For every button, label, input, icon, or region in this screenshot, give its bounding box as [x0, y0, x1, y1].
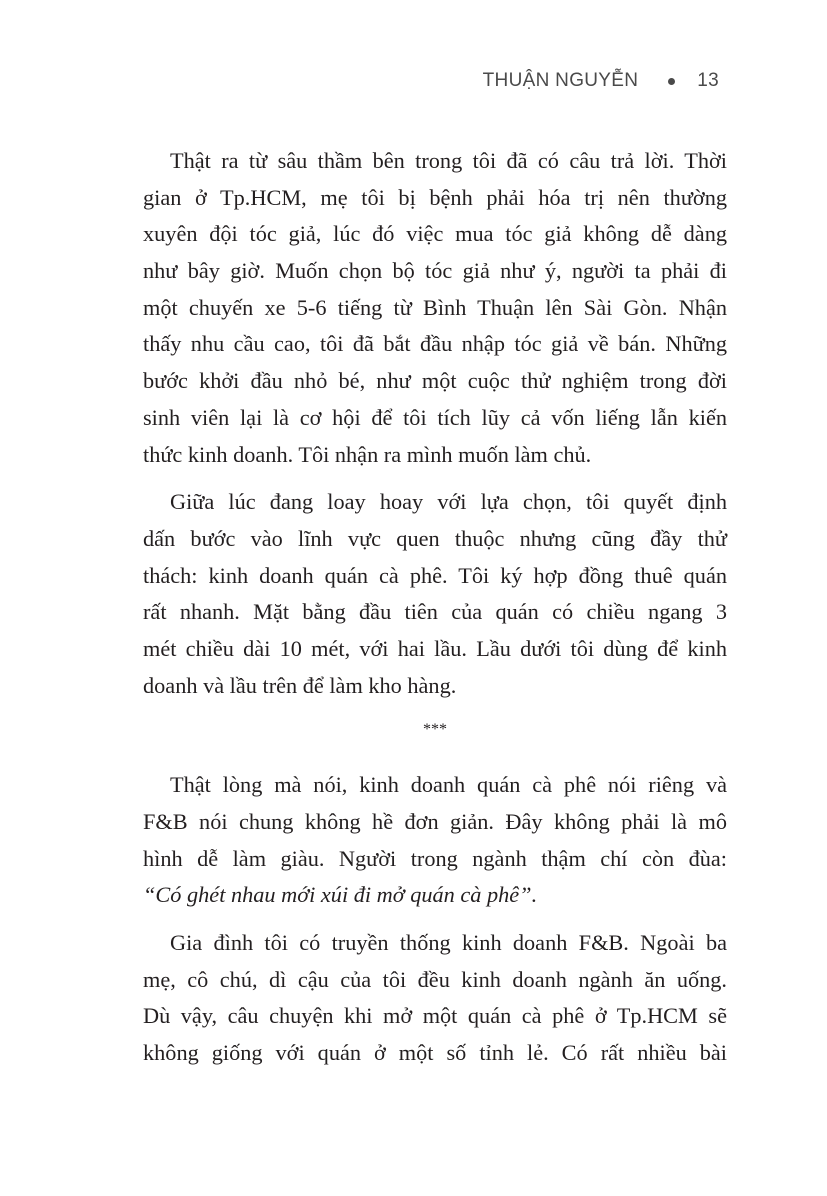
text-line: thức kinh doanh. Tôi nhận ra mình muốn làm chủ.	[143, 441, 592, 467]
text-line: xuyên đội tóc giả, lúc đó việc mua tóc giả không dễ dàng	[143, 221, 727, 247]
text-line: như bây giờ. Muốn chọn bộ tóc giả như ý, người ta phải đi	[143, 258, 727, 284]
paragraph	[143, 767, 727, 914]
text-line: Gia đình tôi có truyền thống kinh doanh F&B. Ngoài ba	[170, 930, 727, 956]
bullet-separator-icon	[668, 78, 675, 85]
page-number: 13	[697, 70, 719, 91]
text-line: bước khởi đầu nhỏ bé, như một cuộc thử nghiệm trong đời	[143, 368, 727, 394]
quote-line: “Có ghét nhau mới xúi đi mở quán cà phê”.	[143, 882, 538, 908]
page-body	[143, 143, 727, 1083]
text-line: hình dễ làm giàu. Người trong ngành thậm chí còn đùa:	[143, 845, 727, 871]
text-line: Giữa lúc đang loay hoay với lựa chọn, tôi quyết định	[170, 489, 727, 515]
text-line: sinh viên lại là cơ hội để tôi tích lũy cả vốn liếng lẫn kiến	[143, 404, 727, 430]
text-line: không giống với quán ở một số tỉnh lẻ. Có rất nhiều bài	[143, 1040, 727, 1066]
text-line: thấy nhu cầu cao, tôi đã bắt đầu nhập tóc giả về bán. Những	[143, 331, 727, 357]
paragraph	[143, 143, 727, 473]
text-line: F&B nói chung không hề đơn giản. Đây không phải là mô	[143, 809, 727, 834]
text-line: gian ở Tp.HCM, mẹ tôi bị bệnh phải hóa trị nên thường	[143, 184, 727, 210]
text-line: Thật ra từ sâu thầm bên trong tôi đã có câu trả lời. Thời	[170, 148, 727, 173]
text-line: một chuyến xe 5-6 tiếng từ Bình Thuận lên Sài Gòn. Nhận	[143, 294, 727, 320]
text-line: mét chiều dài 10 mét, với hai lầu. Lầu dưới tôi dùng để kinh	[143, 635, 727, 661]
text-line: mẹ, cô chú, dì cậu của tôi đều kinh doanh ngành ăn uống.	[143, 966, 727, 992]
section-separator: ***	[423, 721, 447, 739]
text-line: Thật lòng mà nói, kinh doanh quán cà phê nói riêng và	[170, 772, 727, 798]
text-line: Dù vậy, câu chuyện khi mở một quán cà phê ở Tp.HCM sẽ	[143, 1003, 727, 1029]
paragraph	[143, 484, 727, 704]
author-name: THUẬN NGUYỄN	[482, 70, 639, 91]
paragraph	[143, 925, 727, 1072]
text-line: doanh và lầu trên để làm kho hàng.	[143, 672, 457, 698]
text-line: rất nhanh. Mặt bằng đầu tiên của quán có chiều ngang 3	[143, 599, 727, 625]
text-line: thách: kinh doanh quán cà phê. Tôi ký hợp đồng thuê quán	[143, 562, 727, 588]
text-line: dấn bước vào lĩnh vực quen thuộc nhưng cũng đầy thử	[143, 525, 727, 551]
running-header	[483, 70, 719, 92]
